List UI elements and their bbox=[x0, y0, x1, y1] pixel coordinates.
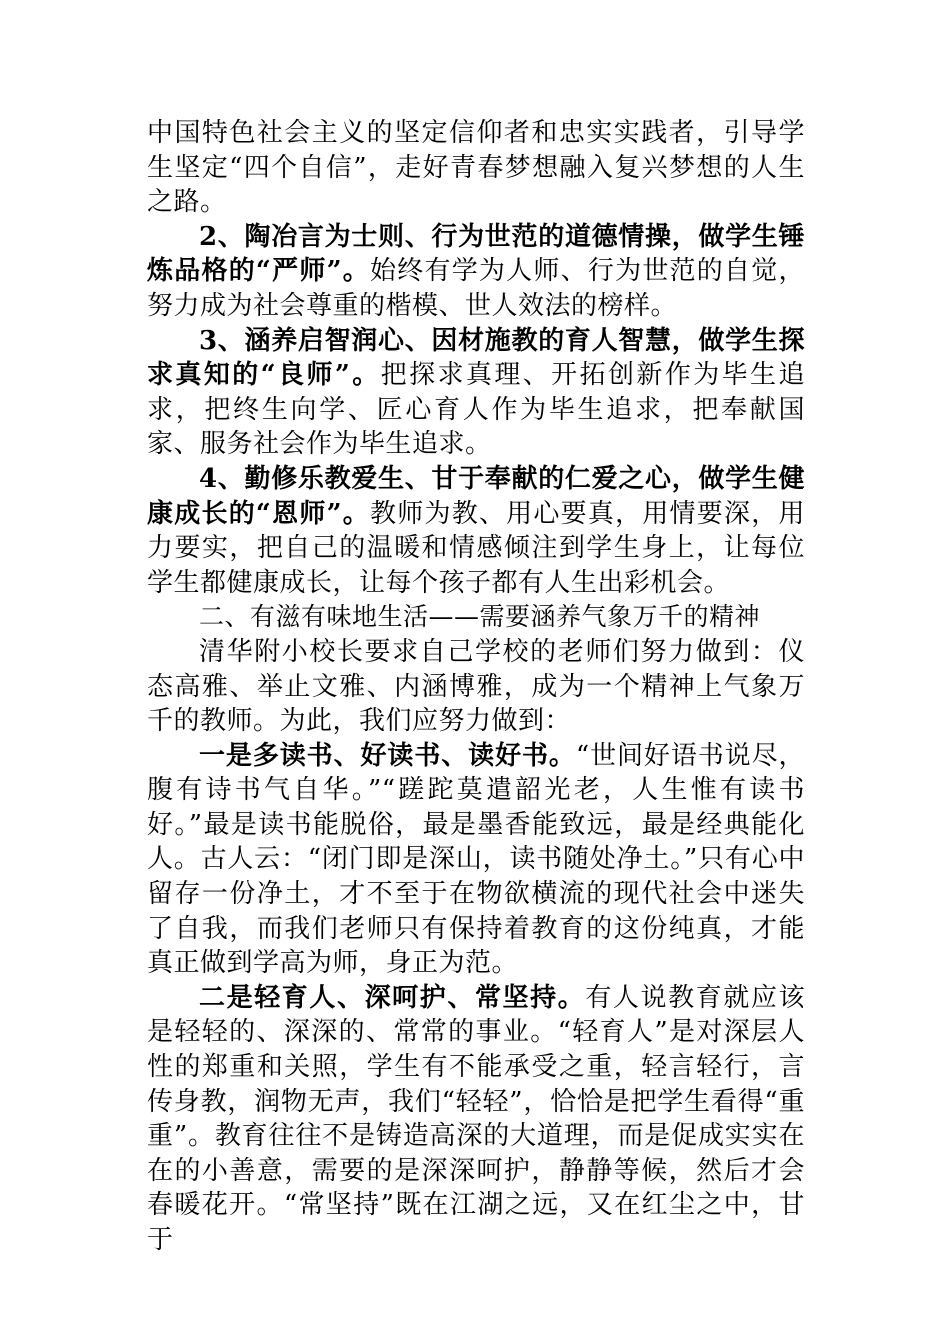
paragraph-nurturing bbox=[147, 981, 805, 1258]
section-heading-text: 二、有滋有味地生活——需要涵养气象万千的精神 bbox=[199, 602, 761, 632]
paragraph-strict-teacher bbox=[147, 220, 805, 324]
paragraph-text: 把探求真理、开拓创新作为毕生追求，把终生向学、匠心育人作为毕生追求，把奉献国家、服务社会作为毕生追求。 bbox=[147, 360, 805, 460]
paragraph-kind-teacher bbox=[147, 462, 805, 600]
paragraph-text: 始终有学为人师、行为世范的自觉，努力成为社会尊重的楷模、世人效法的榜样。 bbox=[147, 256, 805, 321]
paragraph-lead: 2、陶冶言为士则、行为世范的道德情操，做学生锤炼品格的“严师”。 bbox=[147, 221, 805, 287]
paragraph-continuation bbox=[147, 116, 805, 220]
paragraph-lead: 一是多读书、好读书、读好书。 bbox=[199, 740, 576, 771]
paragraph-text: 中国特色社会主义的坚定信仰者和忠实实践者，引导学生坚定“四个自信”，走好青春梦想融入复兴梦想的人生之路。 bbox=[147, 118, 805, 218]
paragraph-text: 教师为教、用心要真，用情要深，用力要实，把自己的温暖和情感倾注到学生身上，让每位学生都健康成长，让每个孩子都有人生出彩机会。 bbox=[147, 498, 805, 598]
paragraph-intro bbox=[147, 635, 805, 739]
paragraph-good-teacher bbox=[147, 324, 805, 462]
paragraph-text: 清华附小校长要求自己学校的老师们努力做到：仪态高雅、举止文雅、内涵博雅，成为一个精神上气象万千的教师。为此，我们应努力做到： bbox=[147, 636, 805, 737]
paragraph-text: “世间好语书说尽，腹有诗书气自华。”“蹉跎莫遣韶光老，人生惟有读书好。”最是读书能脱俗，最是墨香能致远，最是经典能化人。古人云：“闭门即是深山，读书随处净土。”只有心中留存一份净土，才不至于在物欲横流的现代社会中迷失了自我，而我们老师只有保持着教育的这份纯真，才能真正做到学高为师，身正为范。 bbox=[147, 740, 805, 979]
paragraph-text: 有人说教育就应该是轻轻的、深深的、常常的事业。“轻育人”是对深层人性的郑重和关照，学生有不能承受之重，轻言轻行，言传身教，润物无声，我们“轻轻”，恰恰是把学生看得“重重”。教育往往不是铸造高深的大道理，而是促成实实在在的小善意，需要的是深深呵护，静静等候，然后才会春暖花开。“常坚持”既在江湖之远，又在红尘之中，甘于 bbox=[147, 982, 805, 1255]
document-body bbox=[147, 116, 805, 1258]
paragraph-lead: 4、勤修乐教爱生、甘于奉献的仁爱之心，做学生健康成长的“恩师”。 bbox=[147, 463, 805, 529]
section-heading bbox=[147, 600, 805, 635]
paragraph-lead: 3、涵养启智润心、因材施教的育人智慧，做学生探求真知的“良师”。 bbox=[147, 325, 805, 391]
paragraph-lead: 二是轻育人、深呵护、常坚持。 bbox=[199, 982, 586, 1013]
paragraph-reading bbox=[147, 739, 805, 981]
